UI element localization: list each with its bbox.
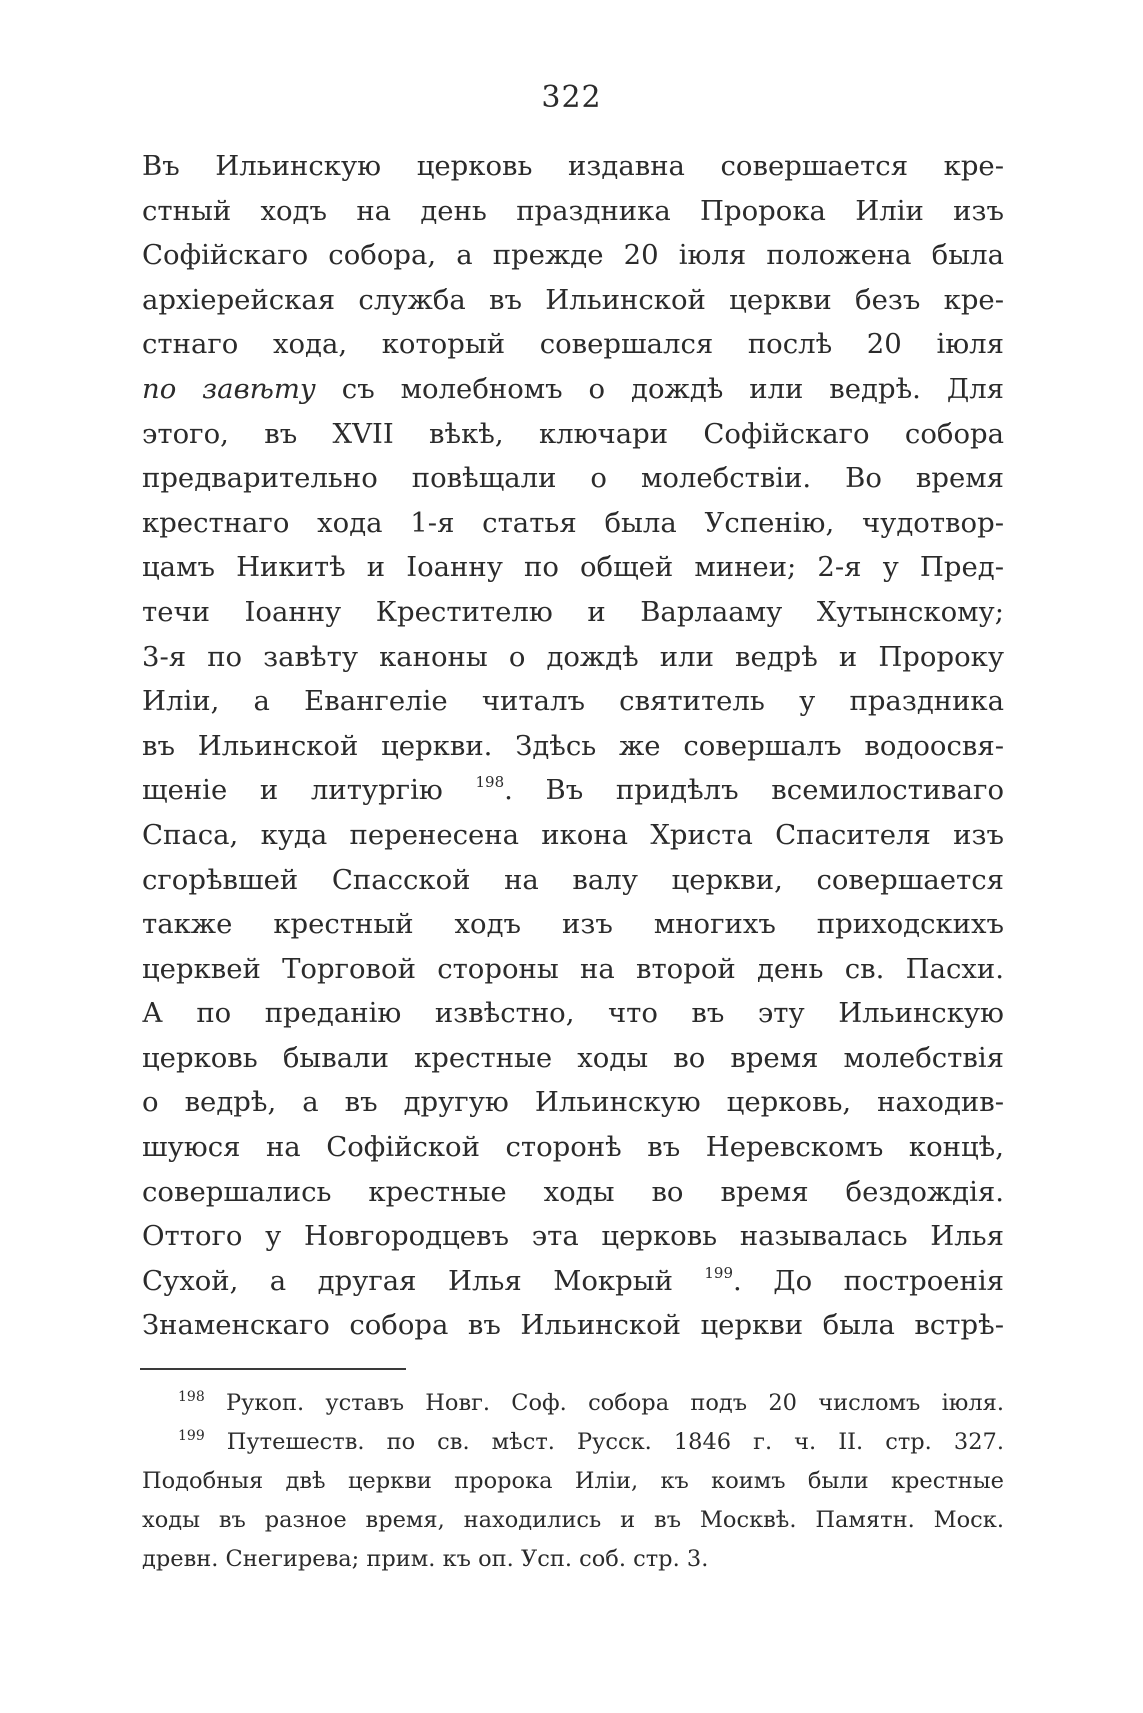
- body-line: 3-я по завѣту каноны о дождѣ или ведрѣ и Пророку: [142, 640, 1004, 673]
- body-line: Оттого у Новгородцевъ эта церковь называлась Илья: [142, 1220, 1004, 1253]
- footnote-198: $^{198}$ Рукоп. уставъ Новг. Соф. собора подъ 20 числомъ іюля.: [178, 1389, 1004, 1416]
- body-line: о ведрѣ, а въ другую Ильинскую церковь, находив-: [142, 1086, 1004, 1119]
- body-line: шуюся на Софійской сторонѣ въ Неревскомъ концѣ,: [142, 1131, 1004, 1164]
- body-line: въ Ильинской церкви. Здѣсь же совершалъ водоосвя-: [142, 729, 1004, 762]
- body-line: Софійскаго собора, а прежде 20 іюля положена была: [142, 239, 1004, 272]
- footnote-separator: [140, 1368, 406, 1370]
- body-line: Знаменскаго собора въ Ильинской церкви была встрѣ-: [142, 1309, 1004, 1342]
- body-line: А по преданію извѣстно, что въ эту Ильинскую: [142, 997, 1004, 1030]
- body-line: стный ходъ на день праздника Пророка Иліи изъ: [142, 194, 1004, 227]
- footnote-line: ходы въ разное время, находились и въ Москвѣ. Памятн. Моск.: [142, 1507, 1004, 1533]
- body-line: цамъ Никитѣ и Іоанну по общей минеи; 2-я у Пред-: [142, 551, 1004, 584]
- body-line: совершались крестные ходы во время бездождія.: [142, 1175, 1004, 1208]
- footnotes: [142, 1384, 1004, 1579]
- body-line: по завѣту съ молебномъ о дождѣ или ведрѣ. Для: [142, 372, 1004, 405]
- body-line: сгорѣвшей Спасской на валу церкви, совершается: [142, 863, 1004, 896]
- body-line: течи Іоанну Крестителю и Варлааму Хутынскому;: [142, 595, 1004, 628]
- footnote-line: Подобныя двѣ церкви пророка Иліи, къ коимъ были крестные: [142, 1468, 1004, 1494]
- body-line: этого, въ XVII вѣкѣ, ключари Софійскаго собора: [142, 417, 1004, 450]
- footnote-line: древн. Снегирева; прим. къ оп. Усп. соб. стр. 3.: [142, 1546, 709, 1572]
- body-line: также крестный ходъ изъ многихъ приходскихъ: [142, 908, 1004, 941]
- body-line: архіерейская служба въ Ильинской церкви безъ кре-: [142, 283, 1004, 316]
- body-line: церквей Торговой стороны на второй день св. Пасхи.: [142, 952, 1004, 985]
- body-text: [142, 144, 1004, 1348]
- body-line: Сухой, а другая Илья Мокрый $^{199}$. До построенія: [142, 1263, 1004, 1297]
- body-line: Иліи, а Евангеліе читалъ святитель у праздника: [142, 685, 1004, 718]
- italic-phrase: по завѣту: [142, 372, 316, 405]
- body-line: крестнаго хода 1-я статья была Успенію, чудотвор-: [142, 506, 1004, 539]
- body-line: щеніе и литургію $^{198}$. Въ придѣлъ всемилостиваго: [142, 773, 1004, 807]
- body-line: церковь бывали крестные ходы во время молебствія: [142, 1041, 1004, 1074]
- page-number: 322: [541, 80, 602, 115]
- footnote-number: 198: [178, 1389, 205, 1405]
- footnote-number: 199: [178, 1428, 205, 1444]
- footnote-199: $^{199}$ Путешеств. по св. мѣст. Русск. 1846 г. ч. II. стр. 327.: [178, 1428, 1004, 1455]
- body-line: Въ Ильинскую церковь издавна совершается кре-: [142, 150, 1004, 182]
- footnote-ref-199[interactable]: 199: [704, 1263, 734, 1282]
- footnote-ref-198[interactable]: 198: [475, 773, 505, 792]
- body-line: стнаго хода, который совершался послѣ 20 іюля: [142, 328, 1004, 361]
- body-line: предварительно повѣщали о молебствіи. Во время: [142, 462, 1004, 495]
- body-line: Спаса, куда перенесена икона Христа Спасителя изъ: [142, 818, 1004, 851]
